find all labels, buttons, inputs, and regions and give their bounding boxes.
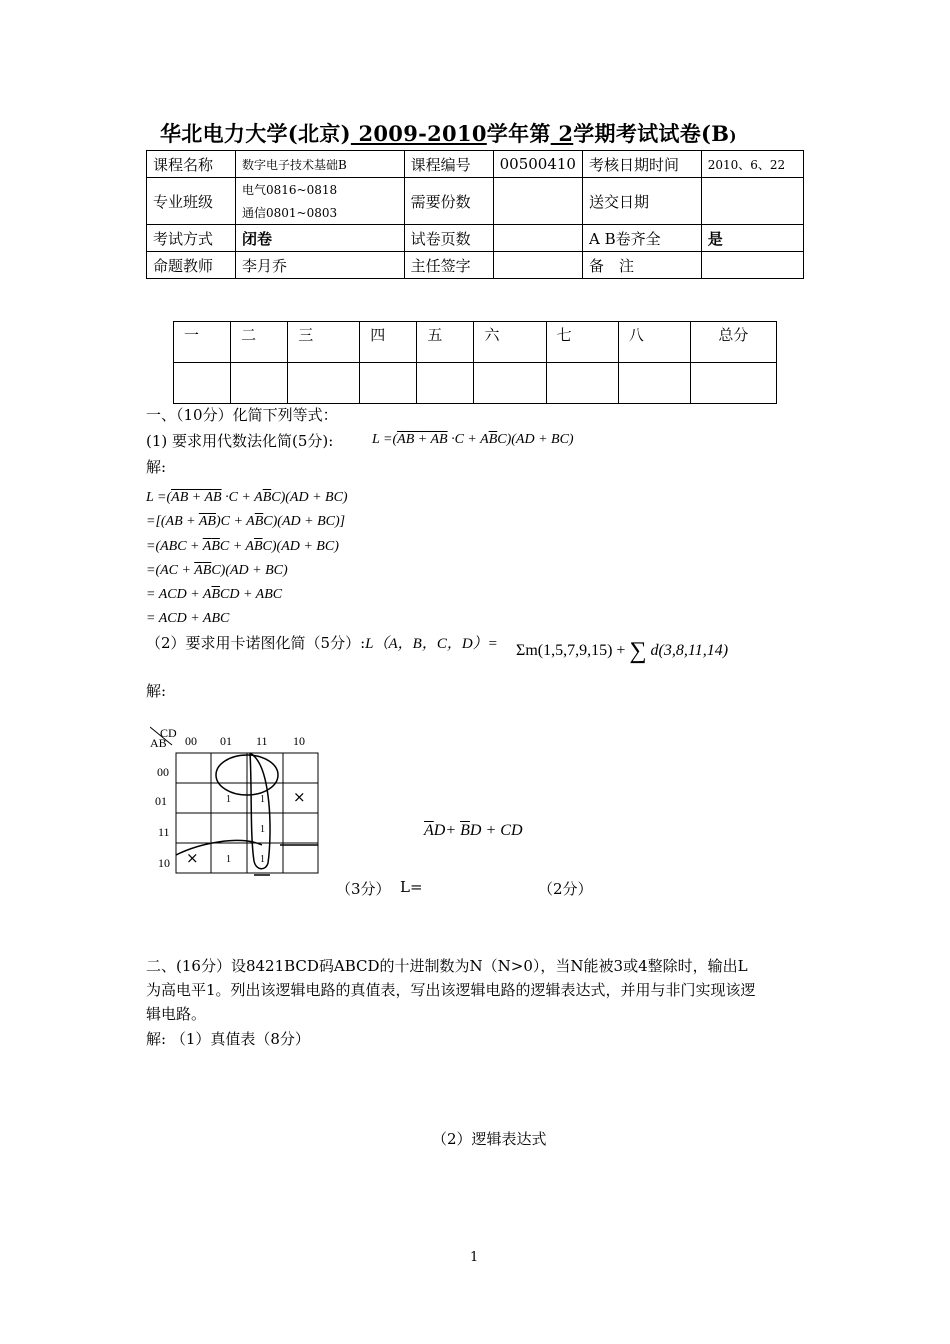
derivation-step: L =(AB + AB $\cdot C + A\overline{B}C)(AD + BC)$ (146, 490, 348, 505)
q1-heading: 一、（10分）化简下列等式： (146, 406, 338, 424)
score-cell (231, 363, 288, 404)
delivery-label: 送交日期 (582, 178, 701, 225)
kmap-corner-cd: CD (160, 726, 177, 740)
exam-mode-label: 考试方式 (147, 225, 236, 252)
q1-result-expression: $\overline{A}D+ \overline{B}D$ + CD (424, 822, 523, 839)
q2-answer-truth-table: 解: （1）真值表（8分） (146, 1030, 310, 1048)
kmap-cell-one: 1 (260, 824, 265, 835)
score-cell (174, 363, 231, 404)
score-header: 五 (417, 322, 474, 363)
kmap-row-label: 01 (155, 794, 167, 808)
score-header: 一 (174, 322, 231, 363)
q1-score-b: （2分） (538, 880, 593, 898)
score-cell (618, 363, 690, 404)
pages-value (493, 225, 582, 252)
score-cell (360, 363, 417, 404)
q1-part1-label: (1) 要求用代数法化简(5分): (146, 432, 334, 450)
score-cell (417, 363, 474, 404)
q1-part2-label: （2）要求用卡诺图化简（5分）:L（A，B，C，D）= (146, 634, 498, 652)
derivation-step: $=(ABC + \overline{A}\overline{B}C + A\overline{B}C)(AD + BC)$ (146, 538, 339, 554)
kmap-row-label: 11 (158, 825, 170, 839)
q1-derivation (146, 486, 348, 632)
score-table (173, 321, 777, 404)
note-value (701, 252, 803, 279)
ab-value: 是 (701, 225, 803, 252)
exam-mode: 闭卷 (236, 225, 405, 252)
kmap-dont-care: × (186, 849, 199, 867)
kmap-cell-one: 1 (260, 854, 265, 865)
course-no: 00500410 (493, 151, 582, 178)
exam-date: 2010、6、22 (701, 151, 803, 178)
q1-l-eq: L= (400, 878, 423, 896)
kmap-col-label: 01 (220, 734, 232, 748)
score-cell (288, 363, 360, 404)
q1-part1-expression: L =(AB + AB $\cdot C + A\overline{B}C)(AD + BC)$ (372, 432, 574, 447)
note-label: 备 注 (582, 252, 701, 279)
kmap-dont-care: × (293, 788, 306, 806)
ab-label: A B卷齐全 (582, 225, 701, 252)
score-header-total: 总分 (690, 322, 776, 363)
class-list (236, 178, 405, 225)
kmap-row-label: 10 (158, 856, 170, 870)
kmap-cell-one: 1 (226, 854, 231, 865)
kmap-col-label: 00 (185, 734, 197, 748)
derivation-step: $=(AC + \overline{A}\overline{B}C)(AD + BC)$ (146, 562, 288, 578)
director-label: 主任签字 (404, 252, 493, 279)
delivery-value (701, 178, 803, 225)
copies-value (493, 178, 582, 225)
score-cell (546, 363, 618, 404)
q1-solution-label: 解: (146, 458, 167, 476)
karnaugh-map (150, 725, 330, 880)
kmap-corner-ab: AB (150, 736, 167, 750)
q2-line: 辑电路。 (146, 1005, 207, 1023)
pages-label: 试卷页数 (404, 225, 493, 252)
class-line-1: 电气0816~0818 (242, 183, 338, 197)
score-header: 八 (618, 322, 690, 363)
copies-label: 需要份数 (404, 178, 493, 225)
score-header: 七 (546, 322, 618, 363)
course-info-table (146, 150, 804, 279)
class-line-2: 通信0801~0803 (242, 206, 338, 220)
teacher: 李月乔 (236, 252, 405, 279)
class-label: 专业班级 (147, 178, 236, 225)
teacher-label: 命题教师 (147, 252, 236, 279)
score-cell (690, 363, 776, 404)
derivation-step: = ACD + ABC (146, 611, 230, 627)
kmap-cell-one: 1 (260, 794, 265, 805)
exam-title: 华北电力大学(北京) 2009-2010学年第 2学期考试试卷(B) (160, 121, 737, 146)
q1-solution2-label: 解: (146, 682, 167, 700)
q2-question (146, 954, 756, 1026)
derivation-step: $=[(AB + \overline{A}\overline{B})C + A\overline{B}C)(AD + BC)$] (146, 514, 346, 530)
q2-answer-logic-expression: （2）逻辑表达式 (432, 1130, 547, 1148)
course-name: 数字电子技术基础B (236, 151, 405, 178)
score-cell (474, 363, 546, 404)
exam-date-label: 考核日期时间 (582, 151, 701, 178)
course-no-label: 课程编号 (404, 151, 493, 178)
kmap-col-label: 10 (293, 734, 305, 748)
score-header: 二 (231, 322, 288, 363)
score-header: 三 (288, 322, 360, 363)
q2-line: 为高电平1。列出该逻辑电路的真值表，写出该逻辑电路的逻辑表达式，并用与非门实现该逻 (146, 981, 756, 999)
director-value (493, 252, 582, 279)
score-header: 四 (360, 322, 417, 363)
kmap-cell-one: 1 (226, 794, 231, 805)
kmap-row-label: 00 (157, 765, 169, 779)
q2-line: 二、(16分）设8421BCD码ABCD的十进制数为N（N>0），当N能被3或4整除时，输出L (146, 957, 748, 975)
course-name-label: 课程名称 (147, 151, 236, 178)
page-number: 1 (470, 1250, 479, 1265)
q1-part2-minterms: Σm(1,5,7,9,15) + ∑ d(3,8,11,14) (516, 638, 729, 664)
score-header: 六 (474, 322, 546, 363)
kmap-col-label: 11 (256, 734, 268, 748)
sigma-symbol: ∑ (629, 638, 647, 664)
q1-score-a: （3分） (336, 880, 391, 898)
derivation-step: = ACD + $A\overline{B}CD$ + ABC (146, 587, 283, 603)
